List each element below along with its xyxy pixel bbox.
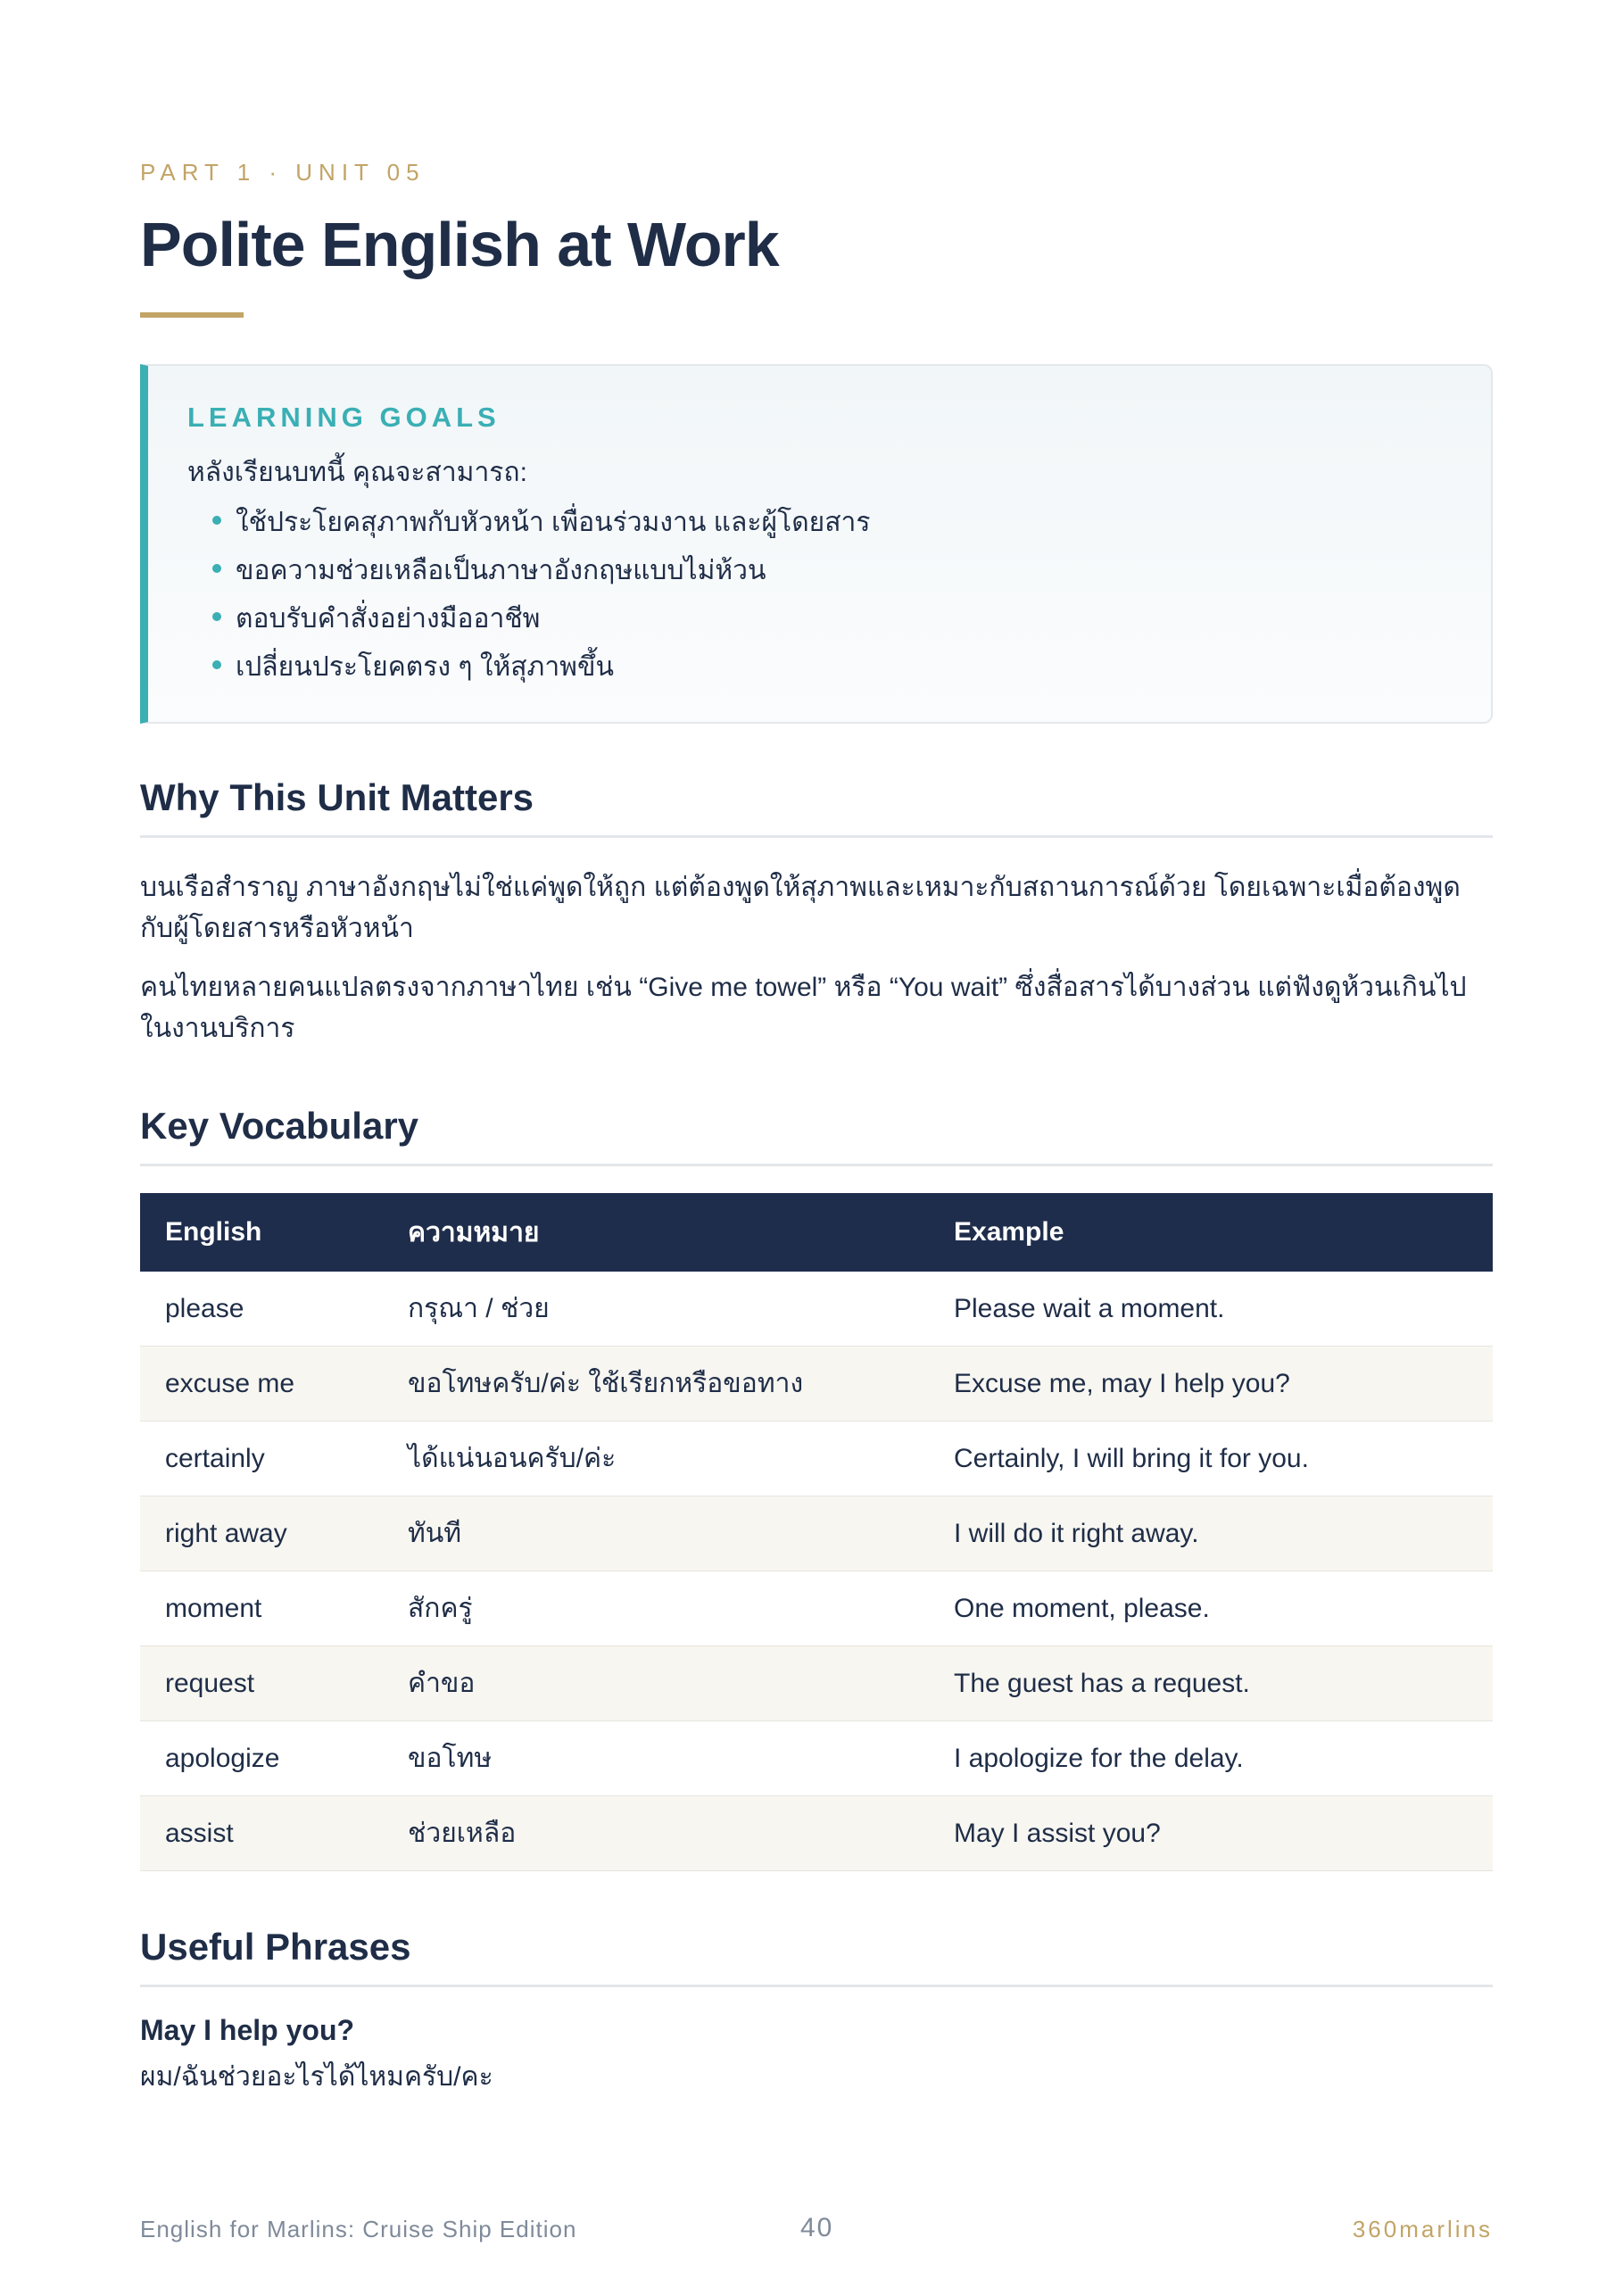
vocab-word: certainly <box>140 1422 383 1496</box>
vocab-example: Please wait a moment. <box>929 1272 1493 1347</box>
vocab-meaning: กรุณา / ช่วย <box>383 1272 929 1347</box>
phrase-thai: ผม/ฉันช่วยอะไรได้ไหมครับ/คะ <box>140 2062 493 2092</box>
title-underline <box>140 312 244 318</box>
vocab-word: moment <box>140 1571 383 1646</box>
vocabulary-table <box>140 1193 1493 1871</box>
vocab-meaning: สักครู่ <box>383 1571 929 1646</box>
table-row <box>140 1347 1493 1422</box>
vocab-word: excuse me <box>140 1347 383 1422</box>
section-heading-vocabulary: Key Vocabulary <box>140 1105 1493 1166</box>
column-header-example: Example <box>929 1193 1493 1272</box>
learning-goals-label: LEARNING GOALS <box>187 402 501 433</box>
vocab-meaning: คำขอ <box>383 1646 929 1721</box>
vocab-example: May I assist you? <box>929 1796 1493 1871</box>
table-row <box>140 1272 1493 1347</box>
vocab-example: I apologize for the delay. <box>929 1721 1493 1796</box>
table-row <box>140 1571 1493 1646</box>
goal-item: เปลี่ยนประโยคตรง ๆ ให้สุภาพขึ้น <box>212 646 871 694</box>
unit-eyebrow: PART 1 · UNIT 05 <box>140 159 426 186</box>
page-title: Polite English at Work <box>140 210 779 279</box>
page-number: 40 <box>800 2213 834 2242</box>
vocab-meaning: ขอโทษ <box>383 1721 929 1796</box>
vocab-example: Excuse me, may I help you? <box>929 1347 1493 1422</box>
section-heading-phrases: Useful Phrases <box>140 1926 1493 1987</box>
learning-goals-intro: หลังเรียนบทนี้ คุณจะสามารถ: <box>187 458 527 487</box>
footer-book-title: English for Marlins: Cruise Ship Edition <box>140 2216 577 2242</box>
vocab-example: I will do it right away. <box>929 1496 1493 1571</box>
vocab-example: Certainly, I will bring it for you. <box>929 1422 1493 1496</box>
vocab-word: please <box>140 1272 383 1347</box>
why-paragraph: บนเรือสำราญ ภาษาอังกฤษไม่ใช่แค่พูดให้ถูก แต่ต้องพูดให้สุภาพและเหมาะกับสถานการณ์ด้วย โดยเฉพาะเมื่อต้องพูดกับผู้โดยสารหรือหัวหน้า <box>140 873 1461 943</box>
vocab-word: request <box>140 1646 383 1721</box>
table-row <box>140 1646 1493 1721</box>
column-header-meaning: ความหมาย <box>383 1193 929 1272</box>
vocab-word: right away <box>140 1496 383 1571</box>
goal-item: ขอความช่วยเหลือเป็นภาษาอังกฤษแบบไม่ห้วน <box>212 550 871 598</box>
column-header-english: English <box>140 1193 383 1272</box>
vocab-meaning: ทันที <box>383 1496 929 1571</box>
table-row <box>140 1422 1493 1496</box>
phrase-english: May I help you? <box>140 2014 355 2046</box>
table-row <box>140 1496 1493 1571</box>
table-header-row <box>140 1193 1493 1272</box>
goal-item: ตอบรับคำสั่งอย่างมืออาชีพ <box>212 598 871 646</box>
vocab-example: The guest has a request. <box>929 1646 1493 1721</box>
learning-goals-list <box>212 501 871 694</box>
vocab-meaning: ขอโทษครับ/ค่ะ ใช้เรียกหรือขอทาง <box>383 1347 929 1422</box>
table-row <box>140 1796 1493 1871</box>
vocab-example: One moment, please. <box>929 1571 1493 1646</box>
section-heading-why: Why This Unit Matters <box>140 776 1493 838</box>
why-paragraph: คนไทยหลายคนแปลตรงจากภาษาไทย เช่น “Give me towel” หรือ “You wait” ซึ่งสื่อสารได้บางส่วน แต่ฟังดูห้วนเกินไปในงานบริการ <box>140 973 1467 1043</box>
vocab-meaning: ช่วยเหลือ <box>383 1796 929 1871</box>
learning-goals-box <box>140 364 1493 724</box>
goal-item: ใช้ประโยคสุภาพกับหัวหน้า เพื่อนร่วมงาน และผู้โดยสาร <box>212 501 871 550</box>
vocab-meaning: ได้แน่นอนครับ/ค่ะ <box>383 1422 929 1496</box>
vocab-word: apologize <box>140 1721 383 1796</box>
vocab-word: assist <box>140 1796 383 1871</box>
table-row <box>140 1721 1493 1796</box>
footer-brand: 360marlins <box>1352 2216 1493 2242</box>
